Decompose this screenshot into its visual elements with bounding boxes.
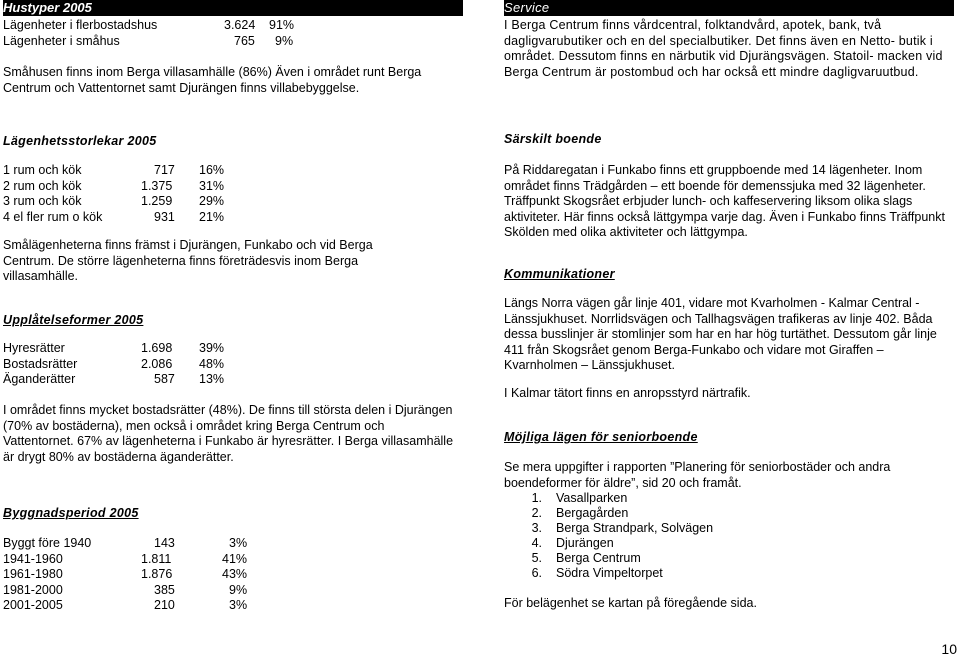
sizes-text: Smålägenheterna finns främst i Djurängen, Funkabo och vid Berga Centrum. De större lägenheterna finns företrädesvis inom Berga villasamhälle. (3, 238, 373, 283)
heading-sarskilt-boende: Särskilt boende (504, 132, 602, 146)
section-header-hustyper: Hustyper 2005 (3, 0, 463, 16)
table-row: 1941-1960 1.811 41% (3, 551, 248, 566)
special-text: På Riddaregatan i Funkabo finns ett gruppboende med 14 lägenheter. Inom området finns Trädgården – ett boende för demenssjuka med 32 lägenheter. Träffpunkt Skogsrået erbjuder lunch- och kaffeservering liksom olika slags aktiviteter. Här finns också lättgympa varje dag. Även i Funkabo finns Träffpunkt Skölden med olika aktiviteter och lättgympa. (504, 163, 945, 239)
table-row: Bostadsrätter 2.086 48% (3, 356, 225, 371)
heading-upplatelseformer: Upplåtelseformer 2005 (3, 313, 144, 327)
table-row: Lägenheter i flerbostadshus 3.624 91% (3, 18, 295, 32)
list-item: 5. Berga Centrum (531, 551, 641, 565)
service-text: I Berga Centrum finns vårdcentral, folktandvård, apotek, bank, två dagligvarubutiker och en del specialbutiker. Det finns även en Netto- butik i området. Dessutom finns en närbutik vid Djurängsvägen. Statoil- macken vid Berga Centrum är postombud och har också ett mindre dagligvaruutbud. (504, 18, 943, 79)
table-row: Lägenheter i småhus 765 9% (3, 33, 294, 48)
heading-kommunikationer: Kommunikationer (504, 267, 615, 281)
sizes-table (3, 163, 463, 225)
list-item: 1. Vasallparken (531, 491, 628, 505)
senior-text: Se mera uppgifter i rapporten ”Planering för seniorbostäder och andra boendeformer för äldre”, sid 20 och framåt. (504, 460, 891, 490)
table-row: 2001-2005 210 3% (3, 598, 248, 612)
housing-text: Småhusen finns inom Berga villasamhälle (86%) Även i området runt Berga Centrum och Vattentornet samt Djurängen finns villabebyggelse. (3, 65, 422, 95)
table-row: Äganderätter 587 13% (3, 372, 225, 386)
table-row: 3 rum och kök 1.259 29% (3, 194, 225, 208)
comm-text: Längs Norra vägen går linje 401, vidare mot Kvarholmen - Kalmar Central - Länssjukhuset. Norrlidsvägen och Tallhagsvägen trafikeras av linje 402. Båda dessa busslinjer är stomlinjer som har en har hög turtäthet. Dessutom går linje 411 från Skogsrået genom Berga-Funkabo och vidare mot Giraffen – Kvarnholmen – Länssjukhuset. (504, 296, 937, 372)
tenure-table (3, 341, 463, 388)
comm-text-2: I Kalmar tätort finns en anropsstyrd närtrafik. (504, 386, 751, 400)
tenure-text: I området finns mycket bostadsrätter (48%). De finns till största delen i Djurängen (70% av bostäderna), men också i området kring Berga Centrum och Vattentornet. 67% av lägenheterna i Funkabo är hyresrätter. I Berga villasamhälle är drygt 80% av bostäderna äganderätter. (3, 403, 454, 464)
list-item: 3. Berga Strandpark, Solvägen (531, 521, 714, 535)
left-column (3, 0, 463, 612)
page-number: 10 (941, 640, 957, 657)
table-row: 2 rum och kök 1.375 31% (3, 178, 225, 193)
right-column (504, 0, 954, 610)
table-row: Byggt före 1940 143 3% (3, 536, 248, 550)
table-row: 1961-1980 1.876 43% (3, 567, 248, 581)
table-row: Hyresrätter 1.698 39% (3, 341, 225, 355)
table-row: 1981-2000 385 9% (3, 582, 248, 597)
heading-seniorboende: Möjliga lägen för seniorboende (504, 430, 698, 444)
list-item: 4. Djurängen (531, 536, 614, 550)
list-item: 2. Bergagården (531, 506, 629, 520)
table-row: 4 el fler rum o kök 931 21% (3, 209, 225, 224)
map-note: För belägenhet se kartan på föregående sida. (504, 596, 757, 610)
list-item: 6. Södra Vimpeltorpet (531, 566, 663, 580)
senior-list (504, 491, 954, 581)
table-row: 1 rum och kök 717 16% (3, 163, 225, 177)
heading-byggnadsperiod: Byggnadsperiod 2005 (3, 506, 139, 520)
heading-lagenhetsstorlekar: Lägenhetsstorlekar 2005 (3, 134, 157, 148)
section-header-service: Service (504, 0, 954, 16)
period-table (3, 536, 463, 614)
housing-table (3, 18, 463, 49)
